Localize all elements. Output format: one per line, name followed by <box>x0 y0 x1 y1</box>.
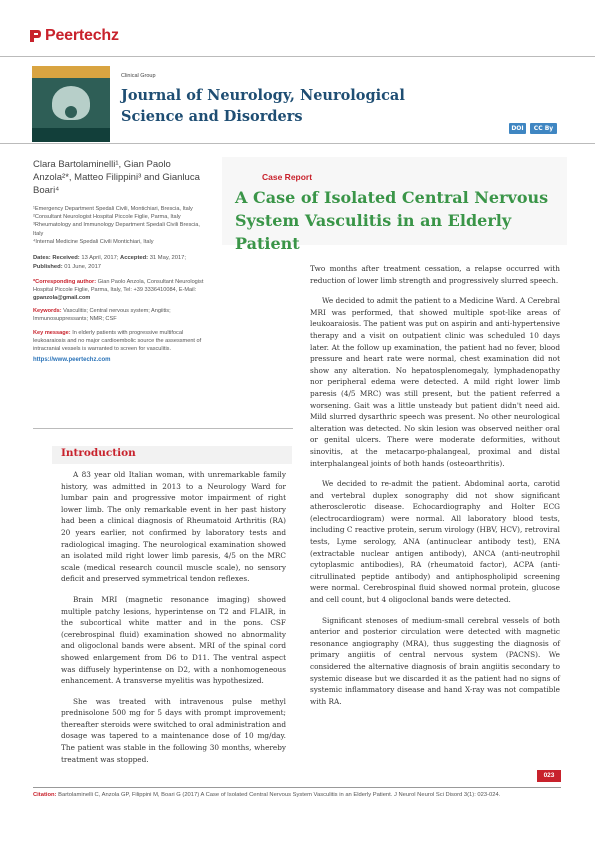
affiliation: ⁴Internal Medicine Spedali Civili Montichiari, Italy <box>33 238 154 245</box>
paragraph: She was treated with intravenous pulse methyl prednisolone 500 mg for 5 days with prompt improvement; thereafter steroids were switched to oral administration and dosage was tapered to a maintenance dose of 10 mg/day. The patient was stable in the following 30 months, whereby treatment was stopped. <box>61 696 286 764</box>
published-date: 01 June, 2017 <box>64 263 102 270</box>
footer-divider <box>33 787 561 788</box>
keywords-label: Keywords: <box>33 308 62 315</box>
left-column-divider <box>33 428 293 429</box>
doi-badge[interactable]: DOI <box>509 123 526 134</box>
header-bottom-divider <box>0 143 595 144</box>
publisher-url[interactable]: https://www.peertechz.com <box>33 357 111 364</box>
corresponding-label: *Corresponding author: <box>33 278 97 285</box>
received-date: 13 April, 2017; <box>81 255 119 262</box>
journal-title: Journal of Neurology, Neurological Science and Disorders <box>121 87 405 125</box>
paragraph: Brain MRI (magnetic resonance imaging) showed multiple patchy lesions, hyperintense on T2 and FLAIR, in the subcortical white matter and in the pons. CSF (cerebrospinal fluid) examination showed no abnormality and oligoclonal bands were absent. MRI of the spinal cord showed enlargement from D6 to D11. The ventral aspect was diffusely hyperintense on D2, with a nonhomogeneous enhancement. A transverse myelitis was hypothesized. <box>61 594 286 686</box>
affiliations <box>33 205 207 246</box>
affiliation: ¹Emergency Department Spedali Civili, Montichiari, Brescia, Italy <box>33 206 193 212</box>
paragraph: We decided to admit the patient to a Medicine Ward. A Cerebral MRI was performed, that showed multiple spot-like areas of leukoaraiosis. The patient was put on aspirin and anti-hypertensive therapy and a visit on outpatient clinic was scheduled 10 days later. At the follow up examination, the patient had no fever, blood pressure and heart rate were normal, chest examination did not show any alteration. No hepatosplenomegaly, lymphadenopathy nor peripheral edema were detected. A mild right lower limb paresis (4/5 MRC) was still present, but the patient referred a worsening. Gait was a little unsteady but patient didn't need aid. Mild slurred dysarthric speech was present. No other neurological alteration was detected. No skin lesion was observed neither oral or genital ulcers. There were moderate deformities, without sinovitis, at the metacarpo-phalangeal, proximal and distal interphalangeal joints of both hands (osteoarthritis). <box>310 296 560 468</box>
author-list: Clara Bartolaminelli¹, Gian Paolo Anzola²*, Matteo Filippini³ and Gianluca Boari⁴ <box>33 159 200 196</box>
keywords-text: Vasculitis; Central nervous system; Angiitis; Immunosuppressants; NMR; CSF <box>33 308 171 323</box>
affiliation: ³Rheumatology and Immunology Department Spedali Civili Brescia, Italy <box>33 222 200 237</box>
article-title: A Case of Isolated Central Nervous System Vasculitis in an Elderly Patient <box>235 188 549 253</box>
publisher-logo[interactable] <box>28 26 119 46</box>
article-info-column <box>33 158 207 363</box>
corresponding-author <box>33 278 207 303</box>
key-message <box>33 329 207 354</box>
cc-by-badge[interactable]: CC By <box>530 123 557 134</box>
body-column-left <box>61 469 286 774</box>
body-column-right <box>310 263 560 716</box>
keywords <box>33 307 207 323</box>
journal-cover-image <box>32 66 110 142</box>
header-divider <box>0 56 595 57</box>
accepted-label: Accepted: <box>120 255 149 262</box>
affiliation: ²Consultant Neurologist Hospital Piccole Figlie, Parma, Italy <box>33 214 181 221</box>
citation-label: Citation: <box>33 792 57 798</box>
paragraph: Two months after treatment cessation, a relapse occurred with reduction of lower limb strength and progressively slurred speech. <box>310 264 560 285</box>
peertechz-logo-icon <box>28 28 42 44</box>
article-type: Case Report <box>262 172 313 182</box>
publisher-name: Peertechz <box>45 27 119 44</box>
email-link[interactable]: gpanzola@gmail.com <box>33 295 91 302</box>
citation-text: Bartolaminelli C, Anzola GP, Filippini M, Boari G (2017) A Case of Isolated Central Nervous System Vasculitis in an Elderly Patient. J Neurol Neurol Sci Disord 3(1): 023-024. <box>58 792 501 798</box>
received-label: Dates: Received: <box>33 255 80 262</box>
article-dates <box>33 254 207 272</box>
corresponding-text: Gian Paolo Anzola, Consultant Neurologist Hospital Piccole Figlie, Parma, Italy, Tel: +39 3336410084, E-Mail: <box>33 278 204 293</box>
paragraph: Significant stenoses of medium-small cerebral vessels of both anterior and posterior circulation were detected with magnetic resonance angiography (MRA), thus suggesting the diagnosis of primary angiitis of central nervous system (PACNS). We considered the alternative diagnosis of brain angiitis secondary to systemic disease but we discarded it as the patient had no signs of systemic inflammatory disease and hand X-ray was not compatible with RA. <box>310 615 560 706</box>
clinical-group-label: Clinical Group <box>121 73 156 79</box>
key-message-label: Key message: <box>33 329 71 336</box>
accepted-date: 31 May, 2017; <box>149 255 187 262</box>
key-message-text: In elderly patients with progressive multifocal leukoaraiosis and no major cardioembolic source the assessment of intracranial vessels is warranted to screen for vasculitis. <box>33 329 202 353</box>
page-number: 023 <box>537 770 561 782</box>
paragraph: A 83 year old Italian woman, with unremarkable family history, was admitted in 2013 to a Neurology Ward for lumbar pain and progressive motor impairment of right lower limb. The only remarkable event in her past history had been a clinical diagnosis of Rheumatoid Arthritis (RA) 20 years earlier, not confirmed by laboratory tests and radiological imaging. The neurological examination showed an isolated mild right lower limb paresis, 4/5 on the MRC scale (medical research council muscle scale), no sensory deficit and preserved symmetrical tendon reflexes. <box>61 470 286 584</box>
published-label: Published: <box>33 263 63 270</box>
citation <box>33 791 563 800</box>
paragraph: We decided to re-admit the patient. Abdominal aorta, carotid and vertebral duplex sonography did not show significant atherosclerotic disease. Echocardiography and Holter ECG (electrocardiogram) were normal. All laboratory blood tests, including C reactive protein, serum virology (HBV, HCV), retroviral tests, Lyme serology, ANA (antinuclear antibody test), ENA (extractable nuclear antigen antibody), ANCA (anti-neutrophil cytoplasmic antibodies), RA (rheumatoid factor), ACPA (anti-citrullinated peptide antibody) and antiphospholipid screening were normal. Cerebrospinal fluid showed normal protein, glucose and cell count, but 4 oligoclonal bands were detected. <box>310 479 560 605</box>
introduction-heading: Introduction <box>61 447 136 459</box>
